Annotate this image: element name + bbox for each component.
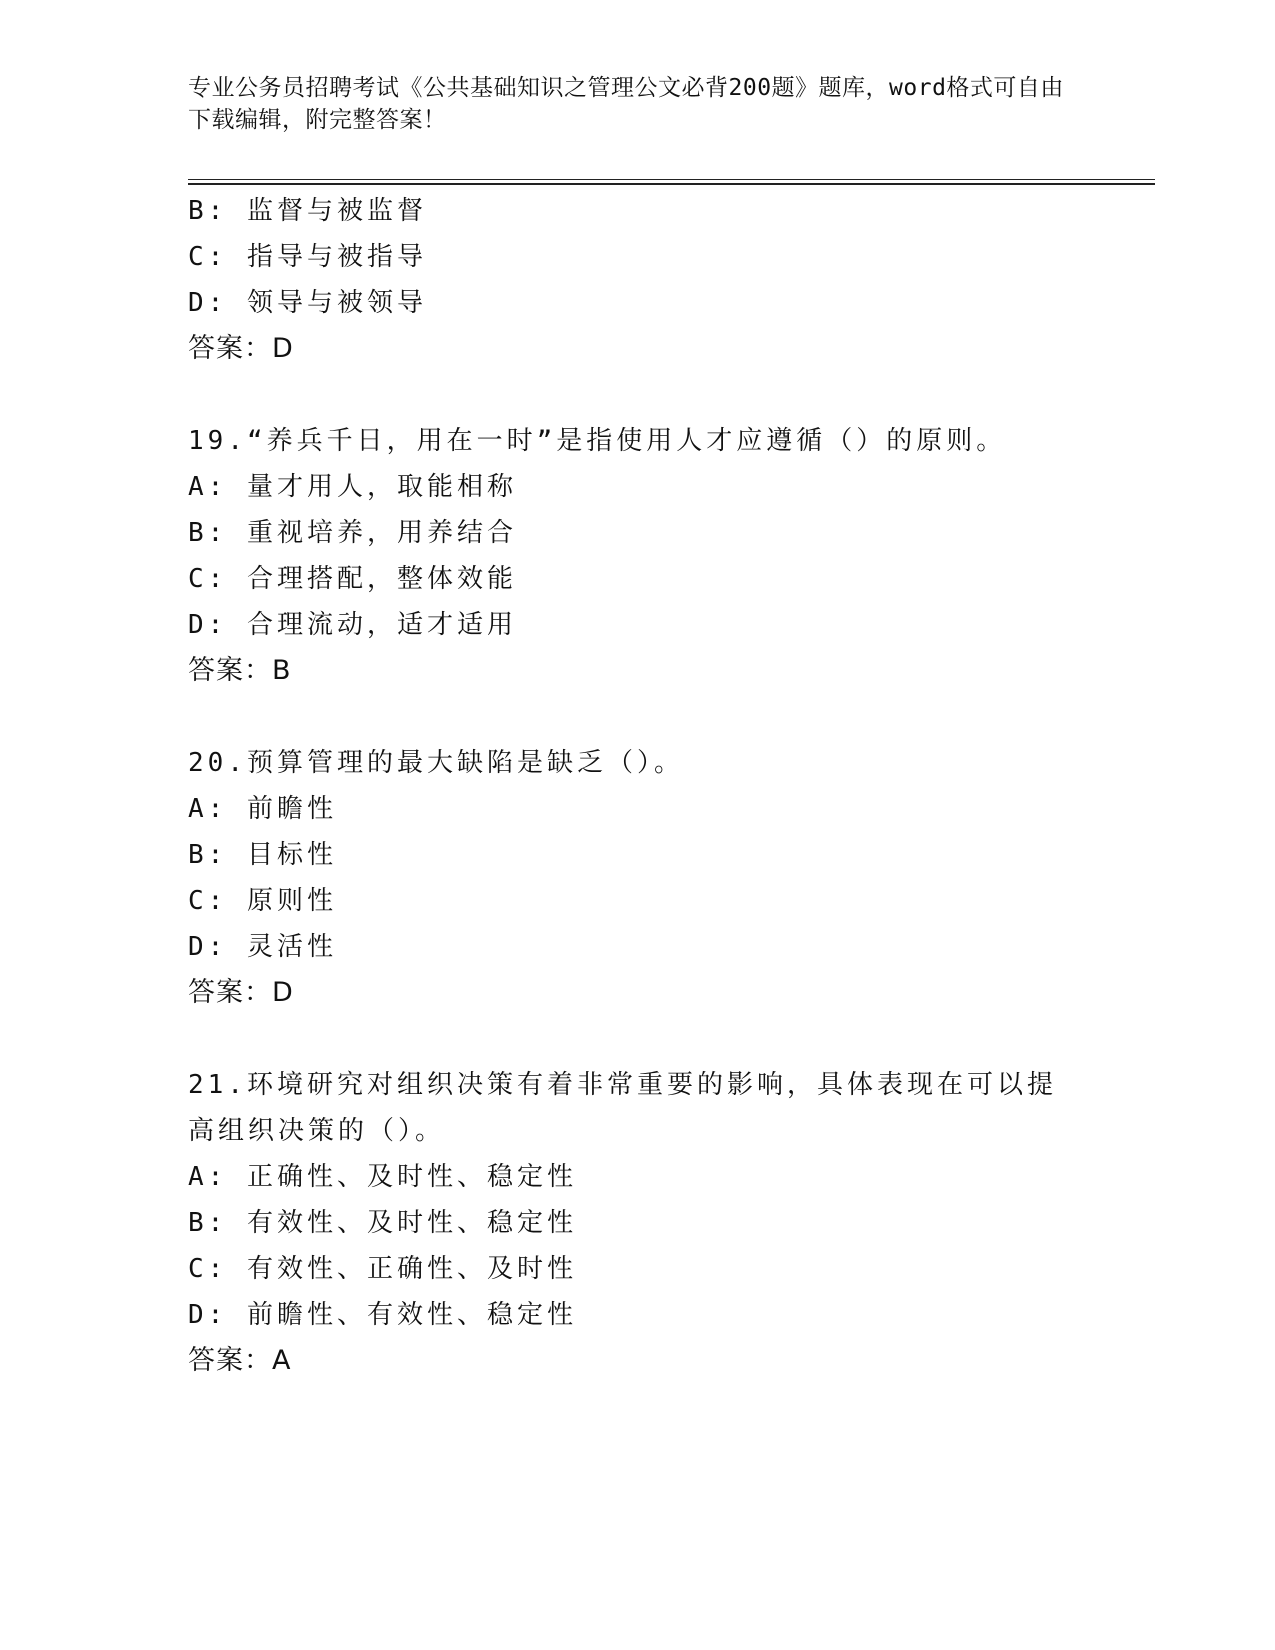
question-text: 19.“养兵千日，用在一时”是指使用人才应遵循（）的原则。 [188,426,1007,456]
answer-line: 答案：A [188,1345,292,1376]
option-line: C: 指导与被指导 [188,242,427,272]
option-line: C: 合理搭配，整体效能 [188,564,517,594]
header-text: 专业公务员招聘考试《公共基础知识之管理公文必背200题》题库，word格式可自由下载编辑，附完整答案！ [188,75,1064,133]
option-line: D: 前瞻性、有效性、稳定性 [188,1300,577,1330]
option-line: A: 量才用人，取能相称 [188,472,517,502]
question-text: 20.预算管理的最大缺陷是缺乏（）。 [188,748,684,778]
question-content [188,188,1088,1384]
answer-line: 答案：D [188,977,294,1008]
option-line: D: 灵活性 [188,932,337,962]
question-text: 21.环境研究对组织决策有着非常重要的影响，具体表现在可以提高组织决策的（）。 [188,1070,1057,1146]
document-header [188,72,1068,136]
option-line: B: 监督与被监督 [188,196,427,226]
answer-line: 答案：B [188,655,292,686]
question-19 [188,418,1088,694]
option-line: C: 原则性 [188,886,337,916]
answer-line: 答案：D [188,333,294,364]
header-rule-bottom [188,183,1155,185]
header-rule-top [188,179,1155,180]
option-line: D: 合理流动，适才适用 [188,610,517,640]
question-20 [188,740,1088,1016]
option-line: D: 领导与被领导 [188,288,427,318]
option-line: B: 有效性、及时性、稳定性 [188,1208,577,1238]
option-line: A: 前瞻性 [188,794,337,824]
question-21 [188,1062,1088,1384]
option-line: B: 重视培养，用养结合 [188,518,517,548]
option-line: A: 正确性、及时性、稳定性 [188,1162,577,1192]
option-line: B: 目标性 [188,840,337,870]
prev-question [188,188,1088,372]
option-line: C: 有效性、正确性、及时性 [188,1254,577,1284]
